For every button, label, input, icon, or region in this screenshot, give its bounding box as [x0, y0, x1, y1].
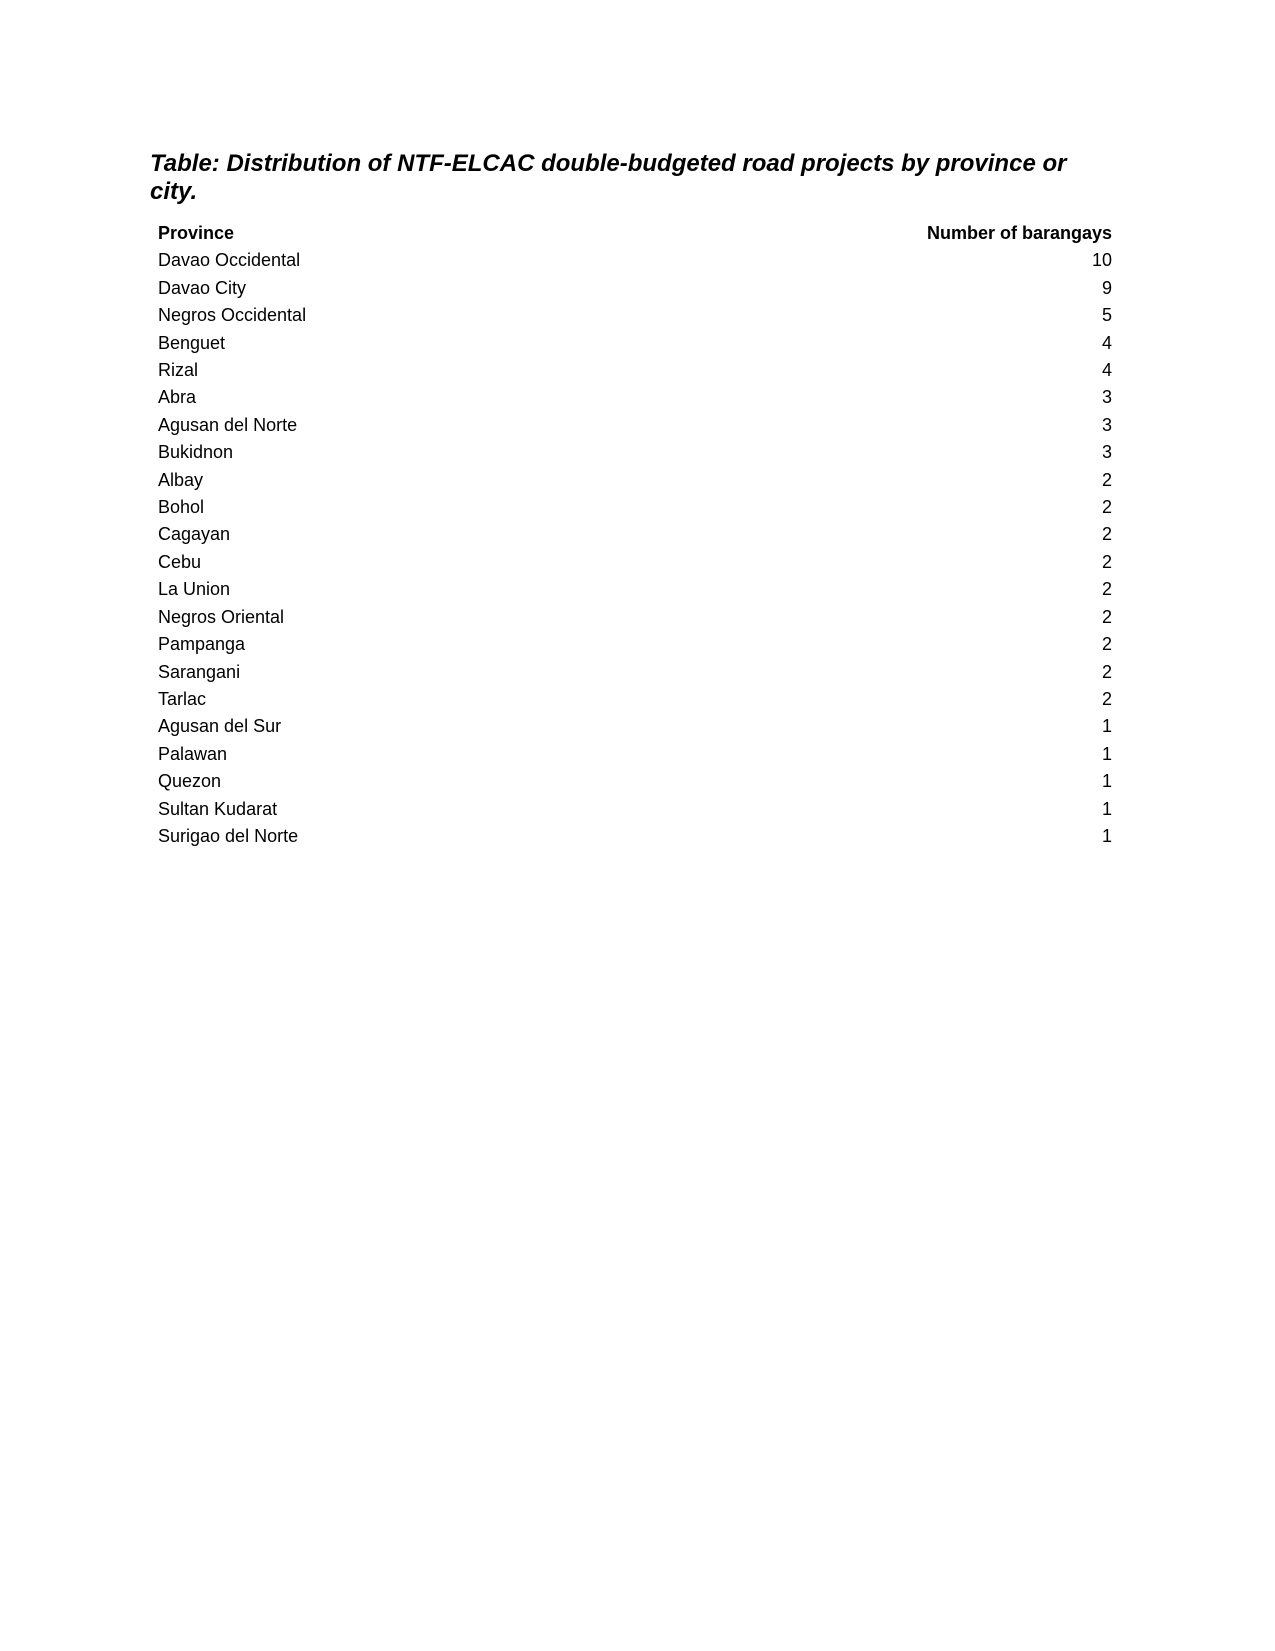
cell-province: Cebu — [158, 551, 202, 572]
table-row — [150, 302, 1120, 329]
table-row — [150, 384, 1120, 411]
table-row — [150, 494, 1120, 521]
table-row — [150, 823, 1120, 850]
cell-province: Davao City — [158, 277, 247, 298]
cell-province: Quezon — [158, 771, 222, 792]
table-row — [150, 412, 1120, 439]
table-row — [150, 576, 1120, 603]
cell-province: Tarlac — [158, 688, 207, 709]
cell-barangay-count: 2 — [1101, 661, 1112, 682]
cell-province: Sarangani — [158, 661, 241, 682]
table-row — [150, 768, 1120, 795]
cell-province: Bukidnon — [158, 442, 234, 463]
province-table — [150, 220, 1120, 850]
cell-province: Benguet — [158, 332, 226, 353]
table-row — [150, 549, 1120, 576]
cell-barangay-count: 3 — [1101, 387, 1112, 408]
cell-province: Bohol — [158, 497, 205, 518]
table-row — [150, 275, 1120, 302]
cell-barangay-count: 1 — [1101, 771, 1112, 792]
cell-province: La Union — [158, 579, 231, 600]
cell-province: Cagayan — [158, 524, 231, 545]
header-province: Province — [158, 223, 235, 243]
cell-barangay-count: 1 — [1101, 825, 1112, 846]
cell-province: Rizal — [158, 360, 199, 381]
table-row — [150, 796, 1120, 823]
cell-province: Abra — [158, 387, 197, 408]
cell-province: Negros Oriental — [158, 606, 285, 627]
cell-barangay-count: 2 — [1101, 497, 1112, 518]
cell-barangay-count: 5 — [1101, 305, 1112, 326]
cell-barangay-count: 4 — [1101, 360, 1112, 381]
cell-barangay-count: 3 — [1101, 442, 1112, 463]
cell-barangay-count: 4 — [1101, 332, 1112, 353]
table-body — [150, 247, 1120, 850]
table-header-row — [150, 220, 1120, 247]
table-row — [150, 631, 1120, 658]
cell-barangay-count: 9 — [1101, 277, 1112, 298]
cell-province: Surigao del Norte — [158, 825, 299, 846]
cell-barangay-count: 2 — [1101, 634, 1112, 655]
table-row — [150, 467, 1120, 494]
cell-barangay-count: 2 — [1101, 551, 1112, 572]
cell-province: Sultan Kudarat — [158, 798, 278, 819]
cell-barangay-count: 2 — [1101, 469, 1112, 490]
cell-province: Davao Occidental — [158, 250, 301, 271]
table-row — [150, 741, 1120, 768]
table-row — [150, 713, 1120, 740]
cell-barangay-count: 2 — [1101, 579, 1112, 600]
cell-barangay-count: 10 — [1091, 250, 1112, 271]
cell-province: Negros Occidental — [158, 305, 307, 326]
cell-province: Pampanga — [158, 634, 246, 655]
cell-province: Palawan — [158, 743, 228, 764]
cell-barangay-count: 2 — [1101, 606, 1112, 627]
table-row — [150, 686, 1120, 713]
cell-barangay-count: 1 — [1101, 743, 1112, 764]
header-number-of-barangays: Number of barangays — [926, 223, 1112, 243]
table-row — [150, 247, 1120, 274]
cell-barangay-count: 2 — [1101, 688, 1112, 709]
cell-barangay-count: 1 — [1101, 716, 1112, 737]
table-row — [150, 330, 1120, 357]
cell-province: Agusan del Sur — [158, 716, 282, 737]
table-row — [150, 521, 1120, 548]
cell-province: Agusan del Norte — [158, 414, 298, 435]
cell-barangay-count: 2 — [1101, 524, 1112, 545]
table-row — [150, 439, 1120, 466]
table-row — [150, 357, 1120, 384]
table-title: Table: Distribution of NTF-ELCAC double-budgeted road projects by province or city. — [150, 150, 1067, 205]
cell-barangay-count: 1 — [1101, 798, 1112, 819]
cell-province: Albay — [158, 469, 204, 490]
table-row — [150, 659, 1120, 686]
table-row — [150, 604, 1120, 631]
cell-barangay-count: 3 — [1101, 414, 1112, 435]
